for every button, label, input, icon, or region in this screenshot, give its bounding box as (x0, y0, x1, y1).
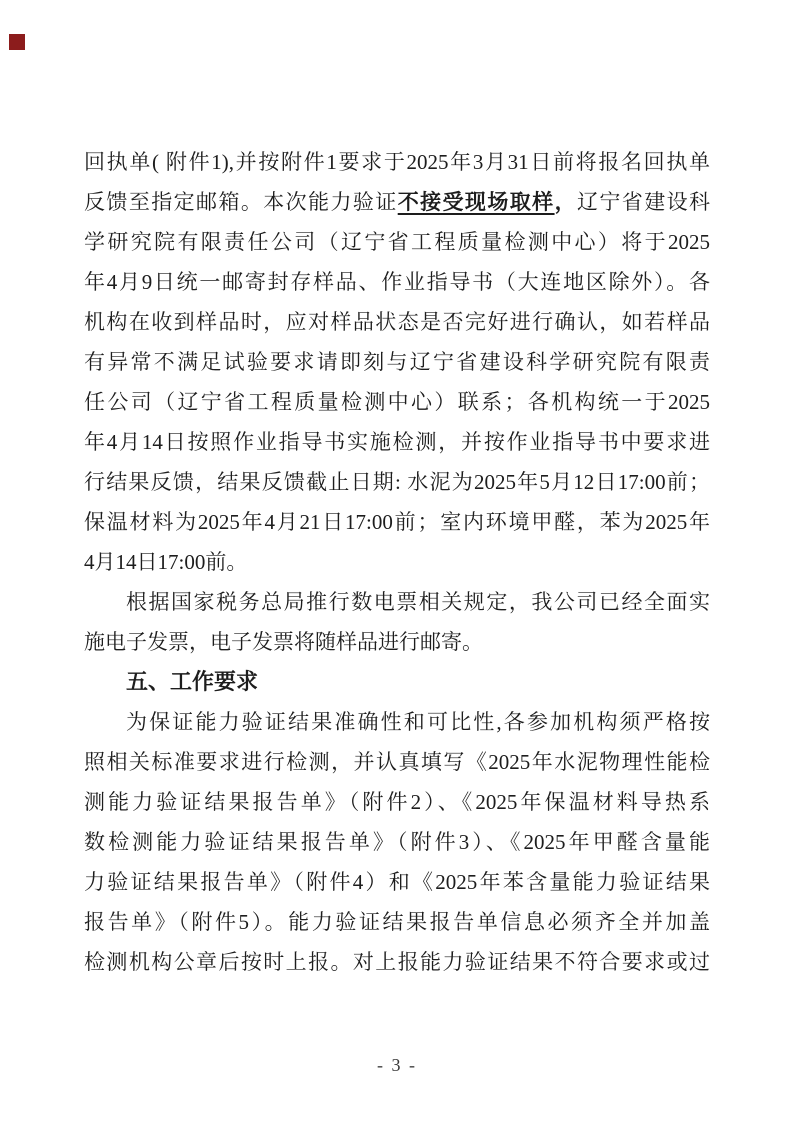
body-line: 任公司（辽宁省工程质量检测中心）联系；各机构统一于2025 (84, 390, 710, 414)
document-body (84, 142, 710, 982)
body-line: 检测机构公章后按时上报。对上报能力验证结果不符合要求或过 (84, 950, 710, 974)
body-line: 有异常不满足试验要求请即刻与辽宁省建设科学研究院有限责 (84, 350, 710, 374)
body-line: 机构在收到样品时，应对样品状态是否完好进行确认，如若样品 (84, 310, 710, 334)
body-line: 施电子发票，电子发票将随样品进行邮寄。 (84, 630, 483, 654)
page-number: - 3 - (377, 1055, 417, 1075)
body-line: 4月14日17:00前。 (84, 550, 248, 574)
body-text: 反馈至指定邮箱。本次能力验证 (84, 190, 398, 214)
body-line: 报告单》（附件5）。能力验证结果报告单信息必须齐全并加盖 (84, 910, 710, 934)
body-line: 为保证能力验证结果准确性和可比性,各参加机构须严格按 (126, 710, 710, 734)
body-line: 照相关标准要求进行检测，并认真填写《2025年水泥物理性能检 (84, 750, 710, 774)
section-heading-work-requirements: 五、工作要求 (126, 669, 259, 694)
body-line: 保温材料为2025年4月21日17:00前；室内环境甲醛，苯为2025年 (84, 510, 710, 534)
body-line: 年4月9日统一邮寄封存样品、作业指导书（大连地区除外）。各 (84, 270, 710, 294)
body-line: 测能力验证结果报告单》（附件2）、《2025年保温材料导热系 (84, 790, 710, 814)
body-line: 数检测能力验证结果报告单》（附件3）、《2025年甲醛含量能 (84, 830, 710, 854)
emphasized-underlined-text: 不接受现场取样 (397, 190, 555, 214)
body-text: 辽宁省建设科 (576, 190, 710, 214)
emphasized-text: ， (554, 190, 577, 214)
body-line (84, 182, 710, 222)
body-line: 力验证结果报告单》（附件4）和《2025年苯含量能力验证结果 (84, 870, 710, 894)
body-line: 回执单( 附件1),并按附件1要求于2025年3月31日前将报名回执单 (84, 150, 710, 174)
body-line: 年4月14日按照作业指导书实施检测，并按作业指导书中要求进 (84, 430, 710, 454)
body-line: 学研究院有限责任公司（辽宁省工程质量检测中心）将于2025 (84, 230, 710, 254)
body-line: 行结果反馈，结果反馈截止日期: 水泥为2025年5月12日17:00前； (84, 470, 710, 494)
red-corner-mark (9, 34, 25, 50)
body-line: 根据国家税务总局推行数电票相关规定，我公司已经全面实 (126, 590, 710, 614)
